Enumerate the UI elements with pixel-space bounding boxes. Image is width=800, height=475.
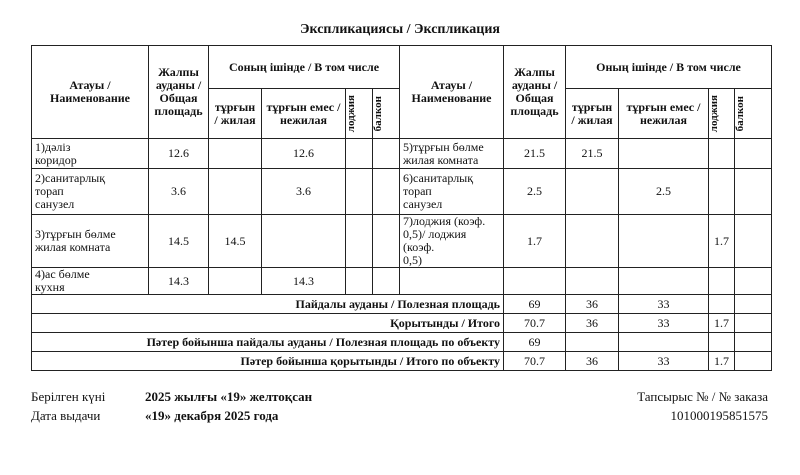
header-balcony-left: балкон	[372, 95, 384, 132]
summary-total-cell: 70.7	[504, 314, 566, 333]
right-total-cell	[504, 268, 566, 295]
left-balcony-cell	[373, 268, 400, 295]
right-living-cell: 21.5	[566, 139, 619, 169]
right-living-cell	[566, 169, 619, 215]
summary-loggia-cell	[709, 295, 735, 314]
right-balcony-cell	[735, 215, 772, 268]
right-loggia-cell: 1.7	[709, 215, 735, 268]
right-nonliving-cell	[619, 139, 709, 169]
left-name-cell: 2)санитарлық торап санузел	[32, 169, 149, 215]
summary-label: Қорытынды / Итого	[32, 314, 504, 333]
summary-label: Пәтер бойынша пайдалы ауданы / Полезная площадь по объекту	[32, 333, 504, 352]
right-name-cell: 7)лоджия (коэф. 0,5)/ лоджия (коэф. 0,5)	[400, 215, 504, 268]
summary-living-cell: 36	[566, 352, 619, 371]
header-nonliving-left: тұрғын емес / нежилая	[262, 89, 346, 139]
right-loggia-cell	[709, 268, 735, 295]
left-living-cell	[209, 139, 262, 169]
issue-label-kz: Берілген күні	[31, 389, 106, 404]
summary-total-cell: 70.7	[504, 352, 566, 371]
table-row	[32, 139, 772, 169]
left-living-cell	[209, 268, 262, 295]
issue-label-ru: Дата выдачи	[31, 408, 101, 423]
right-loggia-cell	[709, 169, 735, 215]
right-total-cell: 2.5	[504, 169, 566, 215]
summary-nonliving-cell: 33	[619, 295, 709, 314]
right-living-cell	[566, 268, 619, 295]
left-loggia-cell	[346, 268, 373, 295]
header-including-left: Соның ішінде / В том числе	[209, 46, 400, 89]
left-total-cell: 12.6	[149, 139, 209, 169]
left-balcony-cell	[373, 169, 400, 215]
left-balcony-cell	[373, 215, 400, 268]
document-title: Экспликациясы / Экспликация	[300, 22, 500, 37]
header-total-left: Жалпы ауданы / Общая площадь	[149, 46, 209, 139]
left-nonliving-cell: 3.6	[262, 169, 346, 215]
left-balcony-cell	[373, 139, 400, 169]
summary-balcony-cell	[735, 333, 772, 352]
order-number: 101000195851575	[670, 408, 768, 423]
left-living-cell	[209, 169, 262, 215]
left-nonliving-cell: 12.6	[262, 139, 346, 169]
order-label: Тапсырыс № / № заказа	[637, 389, 768, 404]
right-balcony-cell	[735, 169, 772, 215]
table-row	[32, 215, 772, 268]
header-name-left: Атауы / Наименование	[32, 46, 149, 139]
right-balcony-cell	[735, 268, 772, 295]
left-total-cell: 3.6	[149, 169, 209, 215]
summary-loggia-cell: 1.7	[709, 352, 735, 371]
summary-loggia-cell: 1.7	[709, 314, 735, 333]
summary-nonliving-cell	[619, 333, 709, 352]
right-loggia-cell	[709, 139, 735, 169]
right-name-cell: 5)тұрғын бөлме жилая комната	[400, 139, 504, 169]
summary-label: Пәтер бойынша қорытынды / Итого по объекту	[32, 352, 504, 371]
left-name-cell: 3)тұрғын бөлме жилая комната	[32, 215, 149, 268]
header-loggia-left: лоджия	[345, 94, 357, 133]
left-loggia-cell	[346, 169, 373, 215]
left-nonliving-cell	[262, 215, 346, 268]
left-total-cell: 14.3	[149, 268, 209, 295]
summary-total-cell: 69	[504, 333, 566, 352]
left-name-cell: 1)дәліз коридор	[32, 139, 149, 169]
summary-living-cell: 36	[566, 314, 619, 333]
right-total-cell: 21.5	[504, 139, 566, 169]
header-name-right: Атауы / Наименование	[400, 46, 504, 139]
header-total-right: Жалпы ауданы / Общая площадь	[504, 46, 566, 139]
table-row	[32, 169, 772, 215]
summary-row	[32, 314, 772, 333]
summary-living-cell	[566, 333, 619, 352]
right-living-cell	[566, 215, 619, 268]
summary-balcony-cell	[735, 295, 772, 314]
left-nonliving-cell: 14.3	[262, 268, 346, 295]
summary-nonliving-cell: 33	[619, 314, 709, 333]
issue-date-ru: «19» декабря 2025 года	[145, 408, 279, 423]
header-including-right: Оның ішінде / В том числе	[566, 46, 772, 89]
left-name-cell: 4)ас бөлме кухня	[32, 268, 149, 295]
header-living-right: тұрғын / жилая	[566, 89, 619, 139]
header-living-left: тұрғын / жилая	[209, 89, 262, 139]
right-total-cell: 1.7	[504, 215, 566, 268]
summary-balcony-cell	[735, 352, 772, 371]
header-loggia-right: лоджия	[708, 94, 720, 133]
right-nonliving-cell	[619, 268, 709, 295]
table-row	[32, 268, 772, 295]
right-name-cell	[400, 268, 504, 295]
summary-label: Пайдалы ауданы / Полезная площадь	[32, 295, 504, 314]
summary-row	[32, 352, 772, 371]
right-balcony-cell	[735, 139, 772, 169]
right-nonliving-cell	[619, 215, 709, 268]
issue-date-kz: 2025 жылғы «19» желтоқсан	[145, 389, 313, 404]
summary-loggia-cell	[709, 333, 735, 352]
summary-nonliving-cell: 33	[619, 352, 709, 371]
left-living-cell: 14.5	[209, 215, 262, 268]
header-nonliving-right: тұрғын емес / нежилая	[619, 89, 709, 139]
explication-table	[31, 45, 772, 371]
summary-row	[32, 295, 772, 314]
summary-balcony-cell	[735, 314, 772, 333]
header-balcony-right: балкон	[734, 95, 746, 132]
left-loggia-cell	[346, 215, 373, 268]
right-nonliving-cell: 2.5	[619, 169, 709, 215]
left-loggia-cell	[346, 139, 373, 169]
summary-row	[32, 333, 772, 352]
summary-total-cell: 69	[504, 295, 566, 314]
left-total-cell: 14.5	[149, 215, 209, 268]
summary-living-cell: 36	[566, 295, 619, 314]
right-name-cell: 6)санитарлық торап санузел	[400, 169, 504, 215]
